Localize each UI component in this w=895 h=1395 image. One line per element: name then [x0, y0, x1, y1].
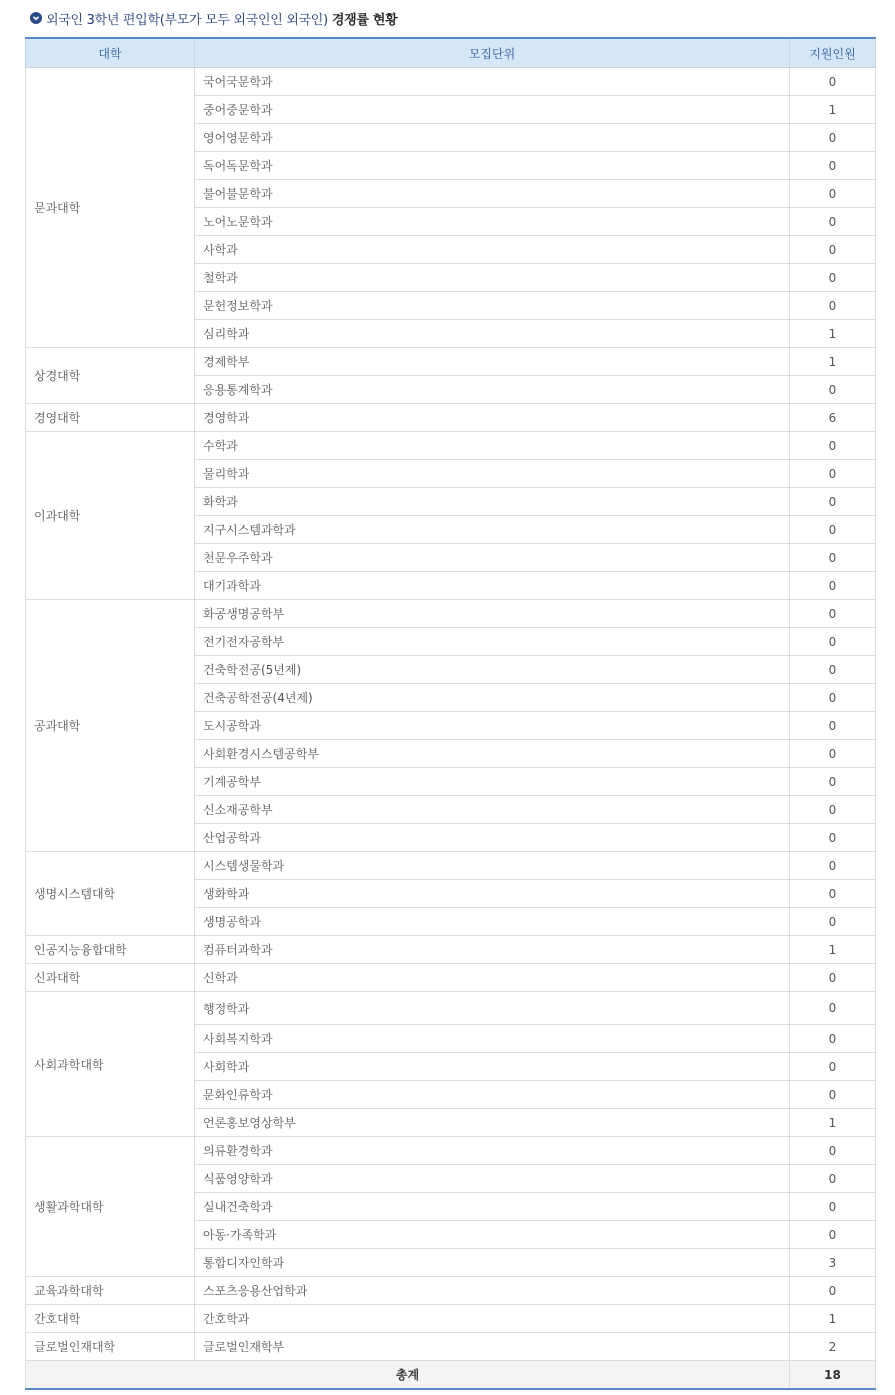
unit-cell: 사회환경시스템공학부 [195, 740, 790, 768]
applicant-count-cell: 0 [790, 208, 876, 236]
unit-cell: 신학과 [195, 964, 790, 992]
college-cell: 신과대학 [26, 964, 195, 992]
applicant-count-cell: 0 [790, 628, 876, 656]
applicant-count-cell: 0 [790, 656, 876, 684]
college-cell: 상경대학 [26, 348, 195, 404]
applicant-count-cell: 0 [790, 824, 876, 852]
college-cell: 생활과학대학 [26, 1137, 195, 1277]
unit-cell: 시스템생물학과 [195, 852, 790, 880]
unit-cell: 국어국문학과 [195, 68, 790, 96]
unit-cell: 도시공학과 [195, 712, 790, 740]
applicant-count-cell: 0 [790, 544, 876, 572]
table-row [26, 68, 876, 96]
table-row [26, 936, 876, 964]
applicant-count-cell: 0 [790, 1193, 876, 1221]
unit-cell: 수학과 [195, 432, 790, 460]
unit-cell: 실내건축학과 [195, 1193, 790, 1221]
college-cell: 문과대학 [26, 68, 195, 348]
unit-cell: 아동·가족학과 [195, 1221, 790, 1249]
total-count: 18 [790, 1361, 876, 1390]
unit-cell: 철학과 [195, 264, 790, 292]
applicant-count-cell: 0 [790, 376, 876, 404]
unit-cell: 경제학부 [195, 348, 790, 376]
applicant-count-cell: 0 [790, 1081, 876, 1109]
applicant-count-cell: 0 [790, 712, 876, 740]
unit-cell: 언론홍보영상학부 [195, 1109, 790, 1137]
applicant-count-cell: 0 [790, 1137, 876, 1165]
applicant-count-cell: 0 [790, 600, 876, 628]
applicant-count-cell: 0 [790, 1053, 876, 1081]
college-cell: 교육과학대학 [26, 1277, 195, 1305]
chevron-circle-down-icon [30, 12, 42, 24]
unit-cell: 통합디자인학과 [195, 1249, 790, 1277]
unit-cell: 문헌정보학과 [195, 292, 790, 320]
unit-cell: 건축학전공(5년제) [195, 656, 790, 684]
table-row [26, 1137, 876, 1165]
unit-cell: 지구시스템과학과 [195, 516, 790, 544]
applicant-count-cell: 0 [790, 740, 876, 768]
table-row [26, 1277, 876, 1305]
table-header-row [26, 38, 876, 68]
applicant-count-cell: 1 [790, 1305, 876, 1333]
college-cell: 사회과학대학 [26, 992, 195, 1137]
college-cell: 간호대학 [26, 1305, 195, 1333]
applicant-count-cell: 0 [790, 1277, 876, 1305]
unit-cell: 신소재공학부 [195, 796, 790, 824]
unit-cell: 건축공학전공(4년제) [195, 684, 790, 712]
applicant-count-cell: 0 [790, 992, 876, 1025]
table-row [26, 600, 876, 628]
table-row [26, 432, 876, 460]
unit-cell: 불어불문학과 [195, 180, 790, 208]
applicant-count-cell: 3 [790, 1249, 876, 1277]
unit-cell: 전기전자공학부 [195, 628, 790, 656]
unit-cell: 사학과 [195, 236, 790, 264]
unit-cell: 화학과 [195, 488, 790, 516]
applicant-count-cell: 0 [790, 152, 876, 180]
applicant-count-cell: 0 [790, 432, 876, 460]
applicant-count-cell: 0 [790, 516, 876, 544]
unit-cell: 응용통계학과 [195, 376, 790, 404]
unit-cell: 생명공학과 [195, 908, 790, 936]
applicant-count-cell: 2 [790, 1333, 876, 1361]
section-title-bold: 경쟁률 현황 [331, 12, 398, 28]
unit-cell: 심리학과 [195, 320, 790, 348]
applicant-count-cell: 6 [790, 404, 876, 432]
unit-cell: 천문우주학과 [195, 544, 790, 572]
unit-cell: 기계공학부 [195, 768, 790, 796]
applicant-count-cell: 0 [790, 1025, 876, 1053]
table-row [26, 992, 876, 1025]
table-row [26, 404, 876, 432]
unit-cell: 생화학과 [195, 880, 790, 908]
unit-cell: 사회학과 [195, 1053, 790, 1081]
unit-cell: 컴퓨터과학과 [195, 936, 790, 964]
table-body [26, 68, 876, 1390]
college-cell: 생명시스템대학 [26, 852, 195, 936]
applicant-count-cell: 0 [790, 292, 876, 320]
unit-cell: 노어노문학과 [195, 208, 790, 236]
table-row [26, 964, 876, 992]
applicant-count-cell: 0 [790, 684, 876, 712]
applicant-count-cell: 1 [790, 320, 876, 348]
applicant-count-cell: 0 [790, 1221, 876, 1249]
college-cell: 이과대학 [26, 432, 195, 600]
section-title [30, 6, 397, 30]
unit-cell: 행정학과 [195, 992, 790, 1025]
college-cell: 인공지능융합대학 [26, 936, 195, 964]
unit-cell: 의류환경학과 [195, 1137, 790, 1165]
total-row [26, 1361, 876, 1390]
applicant-count-cell: 1 [790, 348, 876, 376]
table-row [26, 1333, 876, 1361]
section-title-text: 외국인 3학년 편입학(부모가 모두 외국인인 외국인) [46, 12, 328, 28]
applicant-count-cell: 0 [790, 852, 876, 880]
header-unit: 모집단위 [195, 38, 790, 68]
college-cell: 공과대학 [26, 600, 195, 852]
applicant-count-cell: 0 [790, 236, 876, 264]
applicant-count-cell: 0 [790, 880, 876, 908]
header-applicants: 지원인원 [790, 38, 876, 68]
applicant-count-cell: 0 [790, 124, 876, 152]
applicant-count-cell: 1 [790, 1109, 876, 1137]
applicant-count-cell: 0 [790, 488, 876, 516]
total-label: 총계 [26, 1361, 790, 1390]
competition-rate-table [25, 37, 876, 1390]
header-college: 대학 [26, 38, 195, 68]
unit-cell: 글로벌인재학부 [195, 1333, 790, 1361]
applicant-count-cell: 1 [790, 936, 876, 964]
unit-cell: 산업공학과 [195, 824, 790, 852]
unit-cell: 간호학과 [195, 1305, 790, 1333]
applicant-count-cell: 0 [790, 68, 876, 96]
applicant-count-cell: 0 [790, 908, 876, 936]
unit-cell: 식품영양학과 [195, 1165, 790, 1193]
applicant-count-cell: 0 [790, 768, 876, 796]
unit-cell: 화공생명공학부 [195, 600, 790, 628]
unit-cell: 독어독문학과 [195, 152, 790, 180]
unit-cell: 대기과학과 [195, 572, 790, 600]
applicant-count-cell: 0 [790, 180, 876, 208]
applicant-count-cell: 0 [790, 1165, 876, 1193]
unit-cell: 경영학과 [195, 404, 790, 432]
applicant-count-cell: 0 [790, 264, 876, 292]
unit-cell: 사회복지학과 [195, 1025, 790, 1053]
college-cell: 경영대학 [26, 404, 195, 432]
applicant-count-cell: 0 [790, 572, 876, 600]
table-row [26, 852, 876, 880]
applicant-count-cell: 1 [790, 96, 876, 124]
table-row [26, 1305, 876, 1333]
college-cell: 글로벌인재대학 [26, 1333, 195, 1361]
applicant-count-cell: 0 [790, 460, 876, 488]
unit-cell: 영어영문학과 [195, 124, 790, 152]
applicant-count-cell: 0 [790, 796, 876, 824]
applicant-count-cell: 0 [790, 964, 876, 992]
unit-cell: 중어중문학과 [195, 96, 790, 124]
table-row [26, 348, 876, 376]
unit-cell: 물리학과 [195, 460, 790, 488]
unit-cell: 문화인류학과 [195, 1081, 790, 1109]
unit-cell: 스포츠응용산업학과 [195, 1277, 790, 1305]
